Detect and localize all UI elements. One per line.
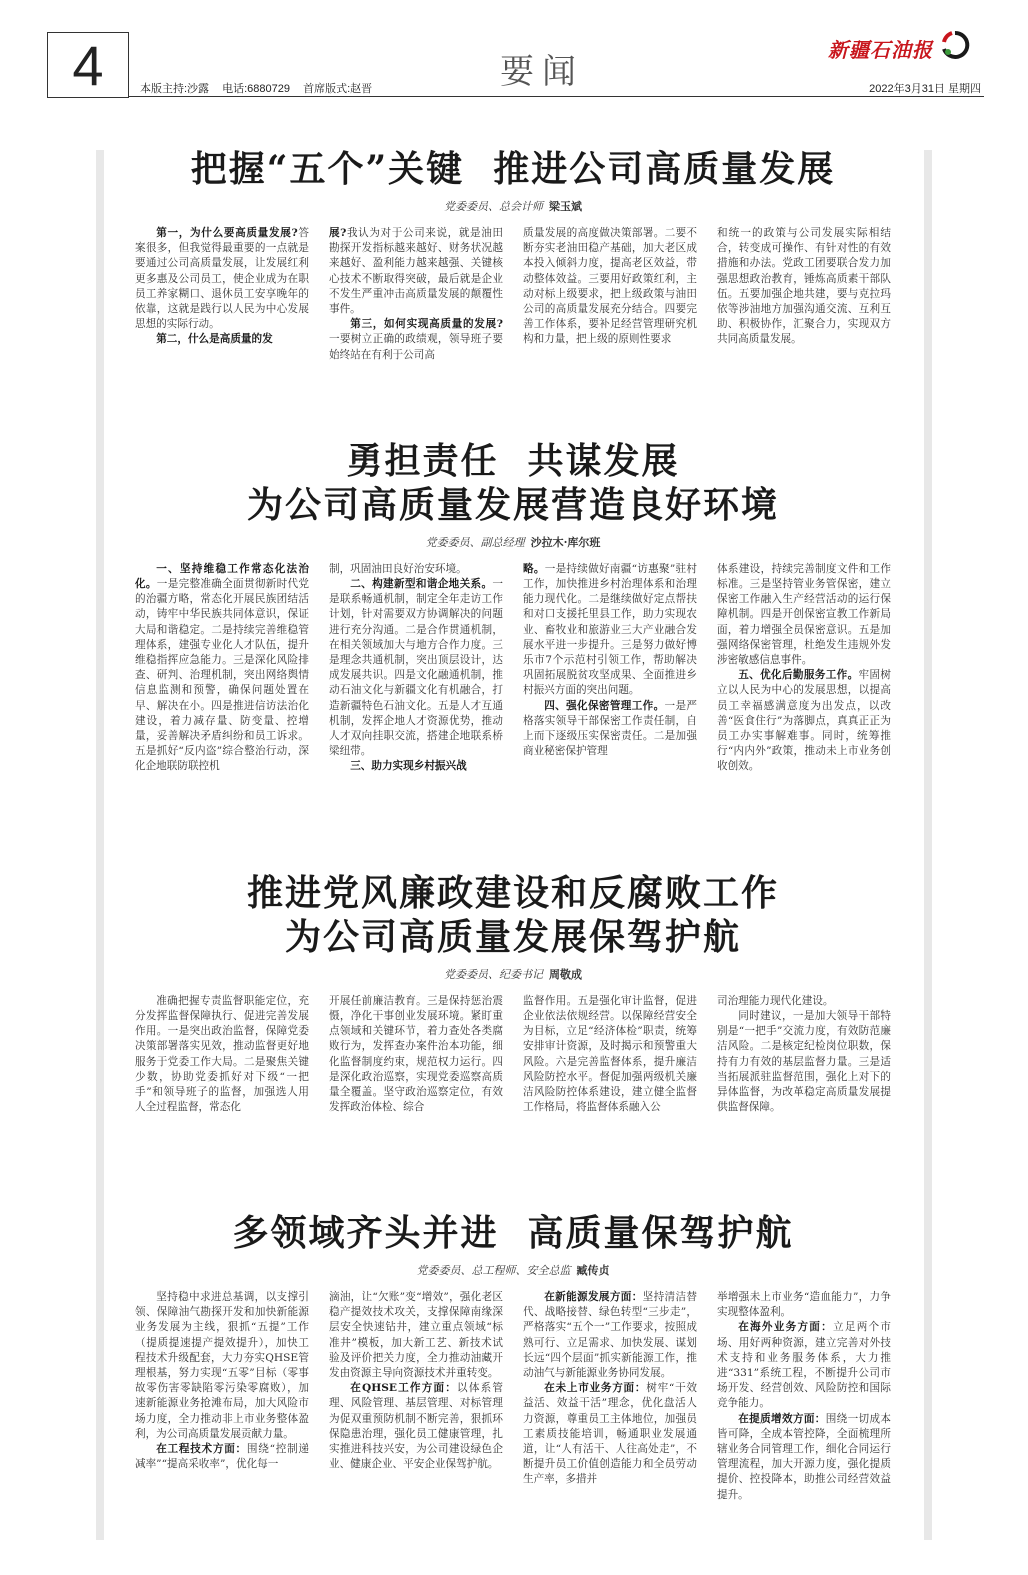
paragraph-text: 答案很多，但我觉得最重要的一点就是要通过公司高质量发展，让发展红利更多惠及公司员工，使企业成为在职员工养家糊口、退休员工安享晚年的依靠，这就是践行以人民为中心发展思想的实际行动。 <box>135 226 309 331</box>
paragraph-text: 牢固树立以人民为中心的发展思想，以提高员工幸福感满意度为出发点，以改善“医食住行”为落脚点，真真正正为员工办实事解难事。同时，统筹推行“内内外”政策，推动未上市业务创收创效。 <box>717 669 892 773</box>
text-column <box>523 994 697 1116</box>
byline-role: 党委委员、总会计师 <box>444 199 543 213</box>
paragraph-lead: 在未上市业务方面： <box>544 1382 647 1395</box>
masthead-info <box>140 80 378 96</box>
paragraph-text: 同时建议，一是加大领导干部特别是“一把手”交流力度，有效防范廉洁风险。二是核定纪检岗位职数，保持有力有效的基层监督力量。三是适当拓展派驻监督范围，强化上对下的异体监督，为改革稳定高质量发展提供监督保障。 <box>717 1010 891 1114</box>
paragraph <box>329 317 503 363</box>
headline-line: 推进党风廉政建设和反腐败工作 <box>246 872 779 914</box>
paragraph-lead: 一、坚持维稳工作常态化法治化。 <box>135 562 309 591</box>
text-column <box>523 1290 697 1503</box>
byline-name: 沙拉木·库尔班 <box>530 535 601 549</box>
paragraph <box>717 1009 891 1115</box>
paper-logo: 新疆石油报 <box>828 38 933 62</box>
paragraph <box>523 1290 697 1381</box>
paragraph <box>717 226 891 348</box>
paragraph <box>717 1412 891 1503</box>
paragraph <box>329 226 503 317</box>
paragraph-text: 我认为对于公司来说，就是油田勘探开发指标越来越好、财务状况越来越好、盈利能力越来越强、关键核心技术不断取得突破，最后就是企业不发生严重冲击高质量发展的颠覆性事件。 <box>329 226 504 315</box>
paragraph-lead: 三、助力实现乡村振兴战 <box>350 760 467 773</box>
byline-name: 臧传贞 <box>576 1263 610 1277</box>
paragraph <box>717 994 891 1009</box>
byline <box>135 1262 891 1278</box>
headline-line: 为公司高质量发展营造良好环境 <box>246 483 779 526</box>
paragraph-lead: 在QHSE工作方面： <box>350 1382 458 1395</box>
paragraph-text: 制，巩固油田良好治安环境。 <box>329 562 467 575</box>
paragraph-lead: 在工程技术方面： <box>156 1442 247 1455</box>
paragraph <box>135 1442 309 1472</box>
page-number-box <box>47 32 129 98</box>
paragraph <box>717 1290 891 1320</box>
article <box>135 872 891 1115</box>
phone-credit: 电话:6880729 <box>222 83 291 95</box>
right-margin-rule <box>924 150 932 1540</box>
article <box>135 440 891 775</box>
article <box>135 1212 891 1503</box>
byline <box>135 534 891 550</box>
text-column <box>135 994 309 1116</box>
text-column <box>135 562 309 775</box>
text-column <box>717 1290 891 1503</box>
text-column <box>135 1290 309 1503</box>
paragraph-lead: 略。 <box>523 562 545 575</box>
paragraph-text: 坚持稳中求进总基调，以支撑引领、保障油气勘探开发和加快新能源业务发展为主线，狠抓“五提”工作（提质提速提产提效提升），加快工程技术升级配套，大力夯实QHSE管理根基，努力实现“五零”目标（零事故零伤害零缺陷零污染零腐败），加速新能源业务抢滩布局，加大风险市场力度，全力推动非上市业务整体盈利，为公司高质量发展贡献力量。 <box>135 1290 309 1440</box>
article-columns <box>135 562 891 775</box>
byline-name: 周敬成 <box>549 967 582 981</box>
host-credit: 本版主持:沙露 <box>140 83 210 95</box>
text-column <box>329 1290 503 1503</box>
paragraph-text: 以体系管理、风险管理、基层管理、对标管理为促双重预防机制不断完善，狠抓环保隐患治理，强化员工健康管理，扎实推进科技兴安，为公司建设绿色企业、健康企业、平安企业保驾护航。 <box>329 1382 503 1471</box>
paragraph-lead: 在提质增效方面： <box>738 1412 826 1425</box>
article-headline <box>135 148 891 192</box>
paragraph <box>135 562 309 775</box>
paragraph-text: 坚持清洁替代、战略接替、绿色转型“三步走”，严格落实“五个一”工作要求，按照成熟可行、立足需求、加快发展、谋划长远“四个层面”抓实新能源工作，推动油气与新能源业务协同发展。 <box>523 1290 698 1379</box>
paragraph-text: 围绕“控制递减率”“提高采收率”，优化每一 <box>135 1442 309 1471</box>
designer-credit: 首席版式:赵晋 <box>303 83 373 95</box>
article-columns <box>135 1290 891 1503</box>
paragraph <box>717 562 891 668</box>
section-title: 要闻 <box>500 52 584 92</box>
paragraph <box>135 226 309 332</box>
byline <box>135 966 891 982</box>
paragraph-lead: 展? <box>329 226 347 239</box>
text-column <box>329 226 503 363</box>
paragraph-text: 司治理能力现代化建设。 <box>717 994 834 1007</box>
paragraph-lead: 四、强化保密管理工作。 <box>544 699 665 712</box>
paragraph-text: 一是联系畅通机制，制定全年走访工作计划，针对需要双方协调解决的问题进行充分沟通。二是合作贯通机制，在相关领域加大与地方合作力度。三是理念共通机制，突出顶层设计，达成发展共识。四是文化融通机制，推动石油文化与新疆文化有机融合，打造新疆特色石油文化。五是人才互通机制，发挥企地人才资源优势，推动人才双向挂职交流，搭建企地联系桥梁纽带。 <box>329 578 503 758</box>
paragraph-text: 一是完整准确全面贯彻新时代党的治疆方略，常态化开展民族团结活动，铸牢中华民族共同体意识，保证大局和谐稳定。二是持续完善维稳管理体系，建强专业化人才队伍，提升维稳指挥应急能力。三是深化风险排查、研判、治理机制，突出网络舆情信息监测和预警，确保问题处置在早、解决在小。四是推进信访法治化建设，着力减存量、防变量、控增量，妥善解决矛盾纠纷和员工诉求。五是抓好“反内盗”综合整治行动，深化企地联防联控机 <box>135 578 310 773</box>
byline-name: 梁玉斌 <box>549 199 582 213</box>
left-margin-rule <box>96 150 104 1540</box>
paragraph <box>329 562 503 577</box>
paragraph-text: 体系建设，持续完善制度文件和工作标准。三是坚持管业务管保密，建立保密工作融入生产经营活动的运行保障机制。四是开创保密宣教工作新局面，着力增强全员保密意识。五是加强网络保密管理，杜绝发生违规外发涉密敏感信息事件。 <box>717 562 891 667</box>
paragraph-lead: 第三，如何实现高质量的发展? <box>350 318 503 331</box>
headline-line: 为公司高质量发展保驾护航 <box>284 915 741 958</box>
headline-line: 勇担责任 共谋发展 <box>346 440 680 482</box>
byline <box>135 198 891 214</box>
byline-role: 党委委员、副总经理 <box>425 535 525 549</box>
paper-emblem-icon <box>940 30 970 60</box>
paragraph <box>329 1381 503 1472</box>
text-column <box>329 994 503 1116</box>
paragraph <box>523 226 697 348</box>
paragraph <box>329 1290 503 1381</box>
paragraph-text: 和统一的政策与公司发展实际相结合，转变成可操作、有针对性的有效措施和办法。党政工团要联合发力加强思想政治教育，锤炼高质素干部队伍。五要加强企地共建，要与克拉玛依等涉油地方加强沟通交流、互利互助、积极协作，汇聚合力，实现双方共同高质量发展。 <box>717 226 891 346</box>
article-columns <box>135 226 891 363</box>
article-headline <box>135 1212 891 1256</box>
text-column <box>717 994 891 1116</box>
paragraph-lead: 第二，什么是高质量的发 <box>156 333 273 346</box>
paragraph-text: 围绕一切成本皆可降，全成本管控降，全面梳理所辖业务合同管理工作，细化合同运行管理流程，加大开源力度，强化提质提价、控投降本，助推公司经营效益提升。 <box>717 1412 892 1501</box>
paragraph <box>523 562 697 699</box>
paragraph <box>523 1381 697 1487</box>
paragraph-lead: 在海外业务方面： <box>738 1321 833 1334</box>
byline-role: 党委委员、总工程师、安全总监 <box>416 1263 571 1277</box>
paragraph-lead: 在新能源发展方面： <box>544 1290 643 1303</box>
text-column <box>523 562 697 775</box>
article-headline <box>135 872 891 960</box>
article <box>135 148 891 363</box>
paragraph-lead: 第一，为什么要高质量发展? <box>156 226 298 239</box>
paragraph <box>329 577 503 759</box>
paragraph <box>329 994 503 1116</box>
paragraph-text: 准确把握专责监督职能定位，充分发挥监督保障执行、促进完善发展作用。一是突出政治监督，保障党委决策部署落实见效，推动监督更好地服务于党委工作大局。二是聚焦关键少数，协助党委抓好对下级“一把手”和领导班子的监督，加强选人用人全过程监督，常态化 <box>135 994 309 1114</box>
article-headline <box>135 440 891 528</box>
paragraph-text: 树牢“干效益活、效益干活”理念，优化盘活人力资源，尊重员工主体地位，加强员工素质技能培训，畅通职业发展通道，让“人有活干、人往高处走”，不断提升员工价值创造能力和全员劳动生产率，多措并 <box>523 1382 698 1486</box>
text-column <box>717 226 891 363</box>
paragraph <box>329 759 503 774</box>
paragraph-text: 一是严格落实领导干部保密工作责任制，自上而下逐级压实保密责任。二是加强商业秘密保护管理 <box>523 699 698 758</box>
paragraph-lead: 五、优化后勤服务工作。 <box>738 669 859 682</box>
paragraph-text: 质量发展的高度做决策部署。二要不断夯实老油田稳产基础，加大老区成本投入倾斜力度，提高老区效益，带动整体效益。三要用好政策红利，主动对标上级要求，把上级政策与油田公司的高质量发展充分结合。四要完善工作体系，要补足经营管理研究机构和力量，把上级的原则性要求 <box>523 226 697 346</box>
paragraph-text: 一是持续做好南疆“访惠聚”驻村工作，加快推进乡村治理体系和治理能力现代化。二是继续做好定点帮扶和对口支援托里县工作，助力实现农业、畜牧业和旅游业三大产业融合发展水平进一步提升。三是努力做好博乐市7个示范村引领工作，帮助解决巩固拓展脱贫攻坚成果、全面推进乡村振兴方面的突出问题。 <box>523 562 697 697</box>
paragraph-text: 监督作用。五是强化审计监督，促进企业依法依规经营。以保障经营安全为目标，立足“经济体检”职责，统筹安排审计资源，及时揭示和预警重大风险。六是完善监督体系，提升廉洁风险防控水平。督促加强两级机关廉洁风险防控体系建设，建立健全监督工作格局，将监督体系融入公 <box>523 994 697 1114</box>
issue-date: 2022年3月31日 星期四 <box>869 83 981 95</box>
article-columns <box>135 994 891 1116</box>
masthead-rule <box>129 96 984 97</box>
byline-role: 党委委员、纪委书记 <box>444 967 543 981</box>
paragraph <box>717 1320 891 1411</box>
headline-line: 多领域齐头并进 高质量保驾护航 <box>232 1212 794 1254</box>
paragraph <box>523 994 697 1116</box>
paragraph <box>523 699 697 760</box>
paragraph-text: 滴油，让“欠账”变“增效”，强化老区稳产提效技术攻关，支撑保障南缘深层安全快速钻井，建立重点领域“标准井”模板，加大新工艺、新技术试验及评价把关力度，全力推动油藏开发由资源主导向资源技术并重转变。 <box>329 1290 503 1379</box>
paragraph <box>135 332 309 347</box>
paragraph-text: 举增强未上市业务“造血能力”，力争实现整体盈利。 <box>717 1290 891 1319</box>
text-column <box>523 226 697 363</box>
page-number: 4 <box>72 33 104 97</box>
paragraph-lead: 二、构建新型和谐企地关系。 <box>350 578 493 591</box>
paragraph <box>717 668 891 774</box>
headline-line: 把握“五个”关键 推进公司高质量发展 <box>190 148 836 190</box>
text-column <box>135 226 309 363</box>
paragraph-text: 开展任前廉洁教育。三是保持惩治震慑，净化干事创业发展环境。紧盯重点领域和关键环节，着力查处各类腐败行为，发挥查办案件治本功能，细化监督制度约束，规范权力运行。四是深化政治巡察，实现党委巡察高质量全覆盖。坚守政治巡察定位，有效发挥政治体检、综合 <box>329 994 503 1114</box>
paragraph <box>135 1290 309 1442</box>
paragraph-text: 一要树立正确的政绩观，领导班子要始终站在有利于公司高 <box>329 333 503 361</box>
paragraph-text: 立足两个市场、用好两种资源，建立完善对外技术支持和业务服务体系，大力推进“331”系统工程，不断提升公司市场开发、经营创效、风险防控和国际竞争能力。 <box>717 1321 891 1410</box>
text-column <box>329 562 503 775</box>
paragraph <box>135 994 309 1116</box>
text-column <box>717 562 891 775</box>
